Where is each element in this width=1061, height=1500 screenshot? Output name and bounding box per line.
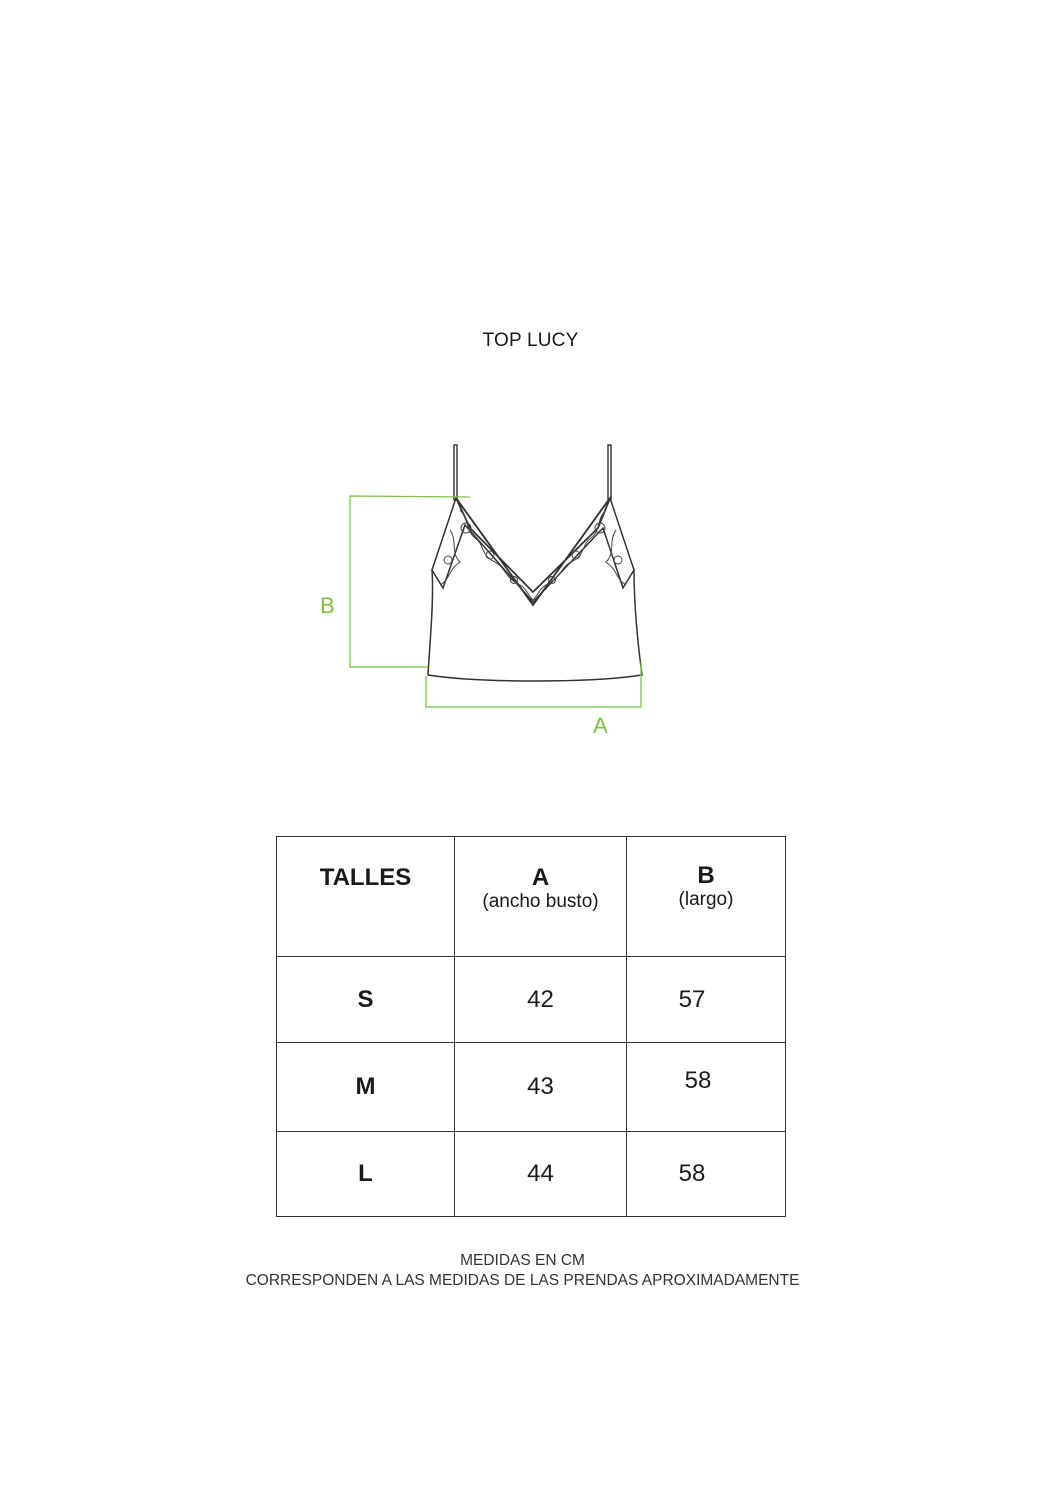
footer-note [0, 1251, 1045, 1291]
value-b-cell: 58 [627, 1043, 786, 1132]
header-size-label: TALLES [319, 864, 412, 891]
value-b-cell: 57 [627, 957, 786, 1043]
size-cell: L [277, 1132, 455, 1217]
size-cell: S [277, 957, 455, 1043]
header-a-label: A [531, 864, 550, 891]
straps [454, 445, 611, 500]
footer-line-1: MEDIDAS EN CM [460, 1252, 585, 1269]
header-a [455, 837, 627, 957]
header-a-sub: (ancho busto) [482, 891, 599, 913]
value-a-cell: 42 [455, 957, 627, 1043]
header-b-label: B [697, 862, 715, 889]
size-cell: M [277, 1043, 455, 1132]
dimension-b-label: B [320, 593, 335, 618]
table-row [277, 957, 786, 1043]
dimension-a-label: A [593, 713, 608, 738]
value-a-cell: 44 [455, 1132, 627, 1217]
value-b-cell: 58 [627, 1132, 786, 1217]
table-header-row [277, 837, 786, 957]
footer-line-2: CORRESPONDEN A LAS MEDIDAS DE LAS PRENDAS APROXIMADAMENTE [245, 1272, 800, 1289]
garment-diagram [300, 430, 700, 750]
table-row [277, 1132, 786, 1217]
header-b [627, 837, 786, 957]
header-b-sub: (largo) [678, 889, 734, 911]
size-table [276, 836, 786, 1217]
page-title: TOP LUCY [482, 330, 579, 351]
header-size [277, 837, 455, 957]
value-a-cell: 43 [455, 1043, 627, 1132]
table-row [277, 1043, 786, 1132]
